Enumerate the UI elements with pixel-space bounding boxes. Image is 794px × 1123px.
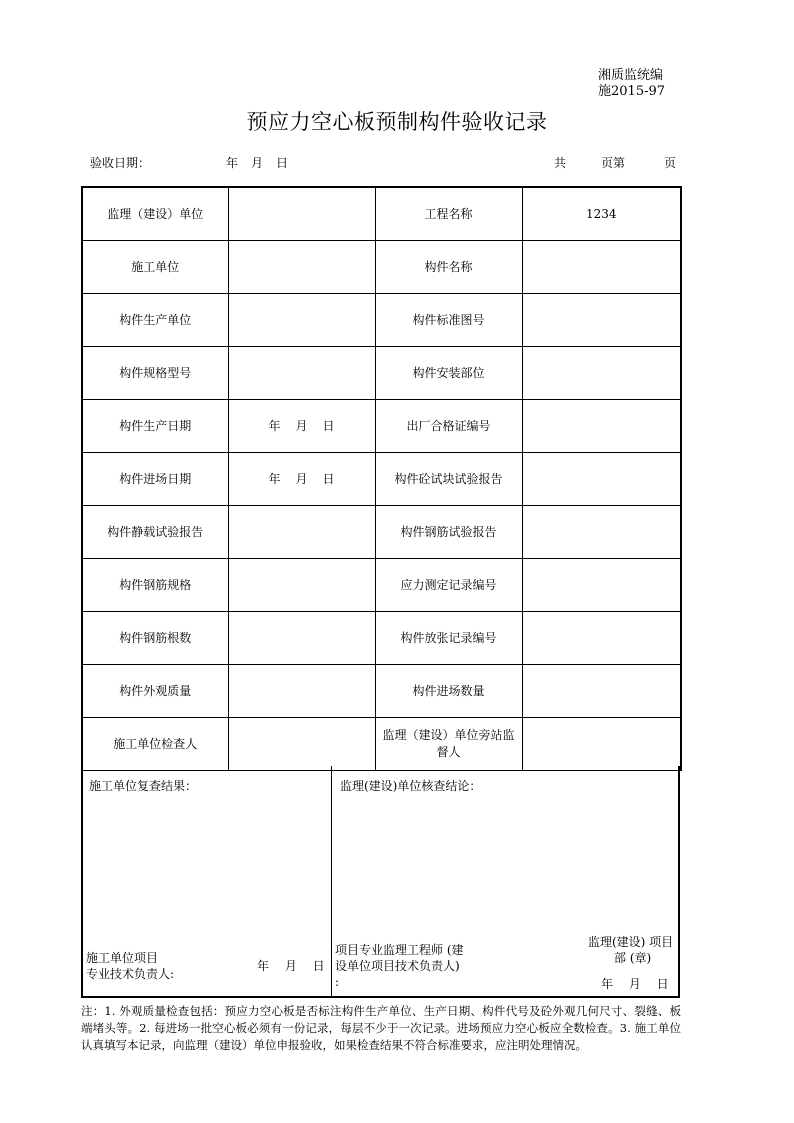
supervision-sign-line3: : <box>335 975 340 989</box>
label-release-record-no: 构件放张记录编号 <box>375 612 522 665</box>
value-supervision-onsite[interactable] <box>522 718 681 771</box>
page-total-label: 共 <box>554 156 567 170</box>
page-end-label: 页 <box>664 156 677 170</box>
label-project-name: 工程名称 <box>375 187 522 241</box>
value-concrete-test-report[interactable] <box>522 453 681 506</box>
label-rebar-spec: 构件钢筋规格 <box>82 559 228 612</box>
value-release-record-no[interactable] <box>522 612 681 665</box>
label-construction-inspector: 施工单位检查人 <box>82 718 228 771</box>
value-rebar-spec[interactable] <box>228 559 375 612</box>
date-year: 年 <box>268 471 281 486</box>
accept-date-label: 验收日期： <box>90 156 151 170</box>
value-entry-date[interactable] <box>228 453 375 506</box>
supervision-dept-line1: 监理(建设) 项目 <box>588 935 674 949</box>
value-rebar-count[interactable] <box>228 612 375 665</box>
supervision-sign-line2: 设单位项目技术负责人) <box>335 959 460 973</box>
table-row <box>82 612 681 665</box>
footnote: 注：1. 外观质量检查包括：预应力空心板是否标注构件生产单位、生产日期、构件代号及砼外观几何尺寸、裂缝、板端堵头等。2. 每进场一批空心板必须有一份记录，每层不少于一次记录。进场预应力空心板应全数检查。3. 施工单位认真填写本记录，向监理（建设）单位申报验收，如果检查结果不符合标准要求，应注明处理情况。 <box>81 1004 681 1052</box>
form-code-line1: 湘质监统编 <box>598 68 664 83</box>
label-supervision-onsite: 监理（建设）单位旁站监督人 <box>375 718 522 771</box>
value-certificate-no[interactable] <box>522 400 681 453</box>
date-day: 日 <box>322 418 335 433</box>
page-title: 预应力空心板预制构件验收记录 <box>246 110 548 134</box>
label-install-location: 构件安装部位 <box>375 347 522 400</box>
table-row <box>82 400 681 453</box>
accept-date-year: 年 <box>226 156 239 170</box>
label-supervision-unit: 监理（建设）单位 <box>82 187 228 241</box>
construction-sign-line1: 施工单位项目 <box>86 951 159 965</box>
label-certificate-no: 出厂合格证编号 <box>375 400 522 453</box>
table-row <box>82 347 681 400</box>
value-construction-unit[interactable] <box>228 241 375 294</box>
supervision-conclusion-title: 监理(建设)单位核查结论： <box>340 779 482 793</box>
section-divider <box>331 766 332 996</box>
label-rebar-test-report: 构件钢筋试验报告 <box>375 506 522 559</box>
label-static-load-report: 构件静载试验报告 <box>82 506 228 559</box>
value-project-name[interactable]: 1234 <box>522 187 681 241</box>
date-day: 日 <box>322 471 335 486</box>
value-supervision-unit[interactable] <box>228 187 375 241</box>
label-production-date: 构件生产日期 <box>82 400 228 453</box>
label-rebar-count: 构件钢筋根数 <box>82 612 228 665</box>
supervision-dept-line2: 部 (章) <box>614 951 652 965</box>
label-standard-drawing-no: 构件标准图号 <box>375 294 522 347</box>
label-entry-date: 构件进场日期 <box>82 453 228 506</box>
value-component-name[interactable] <box>522 241 681 294</box>
label-component-name: 构件名称 <box>375 241 522 294</box>
value-stress-record-no[interactable] <box>522 559 681 612</box>
label-spec-model: 构件规格型号 <box>82 347 228 400</box>
value-manufacturer[interactable] <box>228 294 375 347</box>
value-production-date[interactable] <box>228 400 375 453</box>
form-code-line2: 施2015-97 <box>598 84 666 99</box>
table-row <box>82 506 681 559</box>
table-row <box>82 665 681 718</box>
accept-date-month: 月 <box>251 156 264 170</box>
date-month: 月 <box>295 418 308 433</box>
value-standard-drawing-no[interactable] <box>522 294 681 347</box>
value-spec-model[interactable] <box>228 347 375 400</box>
table-row <box>82 294 681 347</box>
supervision-sign-date: 年 月 日 <box>601 977 669 991</box>
label-construction-unit: 施工单位 <box>82 241 228 294</box>
date-month: 月 <box>295 471 308 486</box>
construction-sign-date: 年 月 日 <box>257 959 325 973</box>
label-concrete-test-report: 构件砼试块试验报告 <box>375 453 522 506</box>
review-section <box>81 766 680 998</box>
supervision-sign-line1: 项目专业监理工程师 (建 <box>335 943 464 957</box>
page-number-label: 页第 <box>601 156 626 170</box>
construction-sign-line2: 专业技术负责人: <box>86 967 175 981</box>
date-year: 年 <box>268 418 281 433</box>
label-appearance-quality: 构件外观质量 <box>82 665 228 718</box>
table-row <box>82 241 681 294</box>
label-entry-quantity: 构件进场数量 <box>375 665 522 718</box>
table-row <box>82 559 681 612</box>
label-stress-record-no: 应力测定记录编号 <box>375 559 522 612</box>
label-manufacturer: 构件生产单位 <box>82 294 228 347</box>
record-table <box>81 186 682 771</box>
table-row <box>82 453 681 506</box>
value-construction-inspector[interactable] <box>228 718 375 771</box>
value-rebar-test-report[interactable] <box>522 506 681 559</box>
value-appearance-quality[interactable] <box>228 665 375 718</box>
value-entry-quantity[interactable] <box>522 665 681 718</box>
construction-review-title: 施工单位复查结果： <box>89 779 198 793</box>
table-row <box>82 718 681 771</box>
value-static-load-report[interactable] <box>228 506 375 559</box>
table-row <box>82 187 681 241</box>
value-install-location[interactable] <box>522 347 681 400</box>
accept-date-day: 日 <box>276 156 289 170</box>
